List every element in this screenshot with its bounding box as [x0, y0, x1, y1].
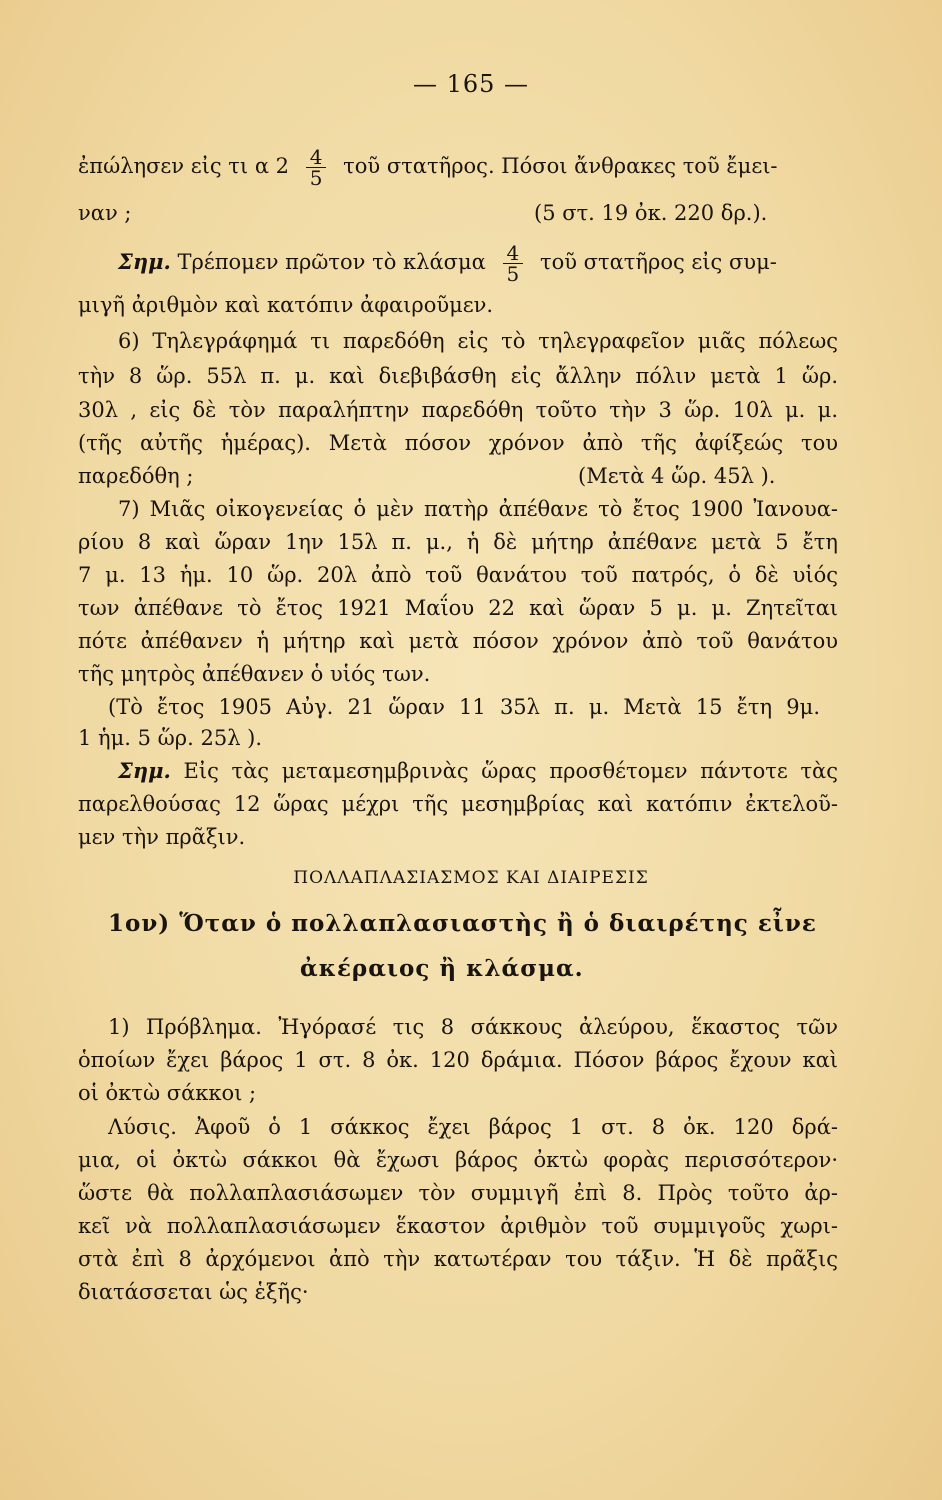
- text-line: 1) Πρόβλημα. Ἠγόρασέ τις 8 σάκκους ἀλεύρου, ἕκαστος τῶν: [108, 1015, 838, 1039]
- note-label: Σημ.: [118, 249, 171, 274]
- text-line: [78, 461, 838, 491]
- text-line: 7 μ. 13 ἡμ. 10 ὥρ. 20λ ἀπὸ τοῦ θανάτου τοῦ πατρός, ὁ δὲ υἱός: [78, 563, 838, 587]
- text-line: 30λ , εἰς δὲ τὸν παραλήπτην παρεδόθη τοῦτο τὴν 3 ὥρ. 10λ μ. μ.: [78, 398, 838, 422]
- answer: (5 στ. 19 ὀκ. 220 δρ.).: [534, 201, 768, 225]
- text-line: στὰ ἐπὶ 8 ἀρχόμενοι ἀπὸ τὴν κατωτέραν του τάξιν. Ἡ δὲ πρᾶξις: [78, 1247, 838, 1271]
- text-line: 6) Τηλεγράφημά τι παρεδόθη εἰς τὸ τηλεγραφεῖον μιᾶς πόλεως: [118, 329, 838, 353]
- text-line: [78, 198, 838, 228]
- text-fragment: ναν ;: [78, 201, 132, 225]
- text-line: τὴν 8 ὥρ. 55λ π. μ. καὶ διεβιβάσθη εἰς ἄλλην πόλιν μετὰ 1 ὥρ.: [78, 364, 838, 388]
- text-line: [78, 147, 838, 188]
- text-line: ρίου 8 καὶ ὥραν 1ην 15λ π. μ., ἡ δὲ μήτηρ ἀπέθανε μετὰ 5 ἔτη: [78, 530, 838, 554]
- text-line: των ἀπέθανε τὸ ἔτος 1921 Μαΐου 22 καὶ ὥραν 5 μ. μ. Ζητεῖται: [78, 596, 838, 620]
- fraction-denominator: 5: [506, 262, 520, 286]
- page-number: — 165 —: [412, 70, 530, 98]
- note-label: Σημ.: [118, 758, 171, 783]
- text-fragment: τοῦ στατῆρος. Πόσοι ἄνθρακες τοῦ ἔμει-: [343, 154, 778, 178]
- text-fragment: παρεδόθη ;: [78, 464, 194, 488]
- text-line: (τῆς αὐτῆς ἡμέρας). Μετὰ πόσον χρόνον ἀπὸ τῆς ἀφίξεώς του: [78, 431, 838, 455]
- text-line: ὥστε θὰ πολλαπλασιάσωμεν τὸν συμμιγῆ ἐπὶ 8. Πρὸς τοῦτο ἀρ-: [78, 1181, 838, 1205]
- text-fragment: ἐπώλησεν εἰς τι α 2: [78, 154, 290, 178]
- case-heading: 1ον) Ὅταν ὁ πολλαπλασιαστὴς ἢ ὁ διαιρέτης εἶνε: [108, 910, 817, 937]
- text-fragment: Τρέπομεν πρῶτον τὸ κλάσμα: [177, 250, 486, 274]
- text-line: Λύσις. Ἀφοῦ ὁ 1 σάκκος ἔχει βάρος 1 στ. 8 ὀκ. 120 δρά-: [108, 1115, 838, 1139]
- fraction-numerator: 4: [503, 243, 524, 264]
- text-line: οἱ ὀκτὼ σάκκοι ;: [78, 1081, 257, 1105]
- fraction-denominator: 5: [309, 166, 323, 190]
- text-line: μια, οἱ ὀκτὼ σάκκοι θὰ ἔχωσι βάρος ὀκτὼ φορὰς περισσότερον·: [78, 1148, 838, 1172]
- text-line: παρελθούσας 12 ὥρας μέχρι τῆς μεσημβρίας καὶ κατόπιν ἐκτελοῦ-: [78, 792, 838, 816]
- text-line: ὁποίων ἔχει βάρος 1 στ. 8 ὀκ. 120 δράμια. Πόσον βάρος ἔχουν καὶ: [78, 1048, 838, 1072]
- section-heading: ΠΟΛΛΑΠΛΑΣΙΑΣΜΟΣ ΚΑΙ ΔΙΑΙΡΕΣΙΣ: [293, 868, 649, 888]
- fraction-numerator: 4: [306, 147, 327, 168]
- text-line: μιγῆ ἀριθμὸν καὶ κατόπιν ἀφαιροῦμεν.: [78, 293, 494, 317]
- text-fragment: Εἰς τὰς μεταμεσημβρινὰς ὥρας προσθέτομεν πάντοτε τὰς: [183, 759, 838, 783]
- text-line: μεν τὴν πρᾶξιν.: [78, 825, 246, 849]
- text-line: [118, 243, 838, 284]
- text-line: 7) Μιᾶς οἰκογενείας ὁ μὲν πατὴρ ἀπέθανε τὸ ἔτος 1900 Ἰανουα-: [118, 497, 838, 521]
- answer: (Μετὰ 4 ὥρ. 45λ ).: [578, 464, 776, 488]
- text-line: διατάσσεται ὡς ἑξῆς·: [78, 1280, 309, 1304]
- text-line: [118, 756, 838, 786]
- text-fragment: τοῦ στατῆρος εἰς συμ-: [539, 250, 777, 274]
- text-line: κεῖ νὰ πολλαπλασιάσωμεν ἕκαστον ἀριθμὸν τοῦ συμμιγοῦς χωρι-: [78, 1214, 838, 1238]
- text-line: (Τὸ ἔτος 1905 Αὐγ. 21 ὥραν 11 35λ π. μ. Μετὰ 15 ἔτη 9μ.: [108, 695, 820, 719]
- fraction: [503, 243, 524, 284]
- text-line: τῆς μητρὸς ἀπέθανεν ὁ υἱός των.: [78, 662, 431, 686]
- text-line: 1 ἡμ. 5 ὥρ. 25λ ).: [78, 726, 263, 750]
- text-line: πότε ἀπέθανεν ἡ μήτηρ καὶ μετὰ πόσον χρόνον ἀπὸ τοῦ θανάτου: [78, 629, 838, 653]
- fraction: [306, 147, 327, 188]
- case-heading-cont: ἀκέραιος ἢ κλάσμα.: [300, 955, 584, 982]
